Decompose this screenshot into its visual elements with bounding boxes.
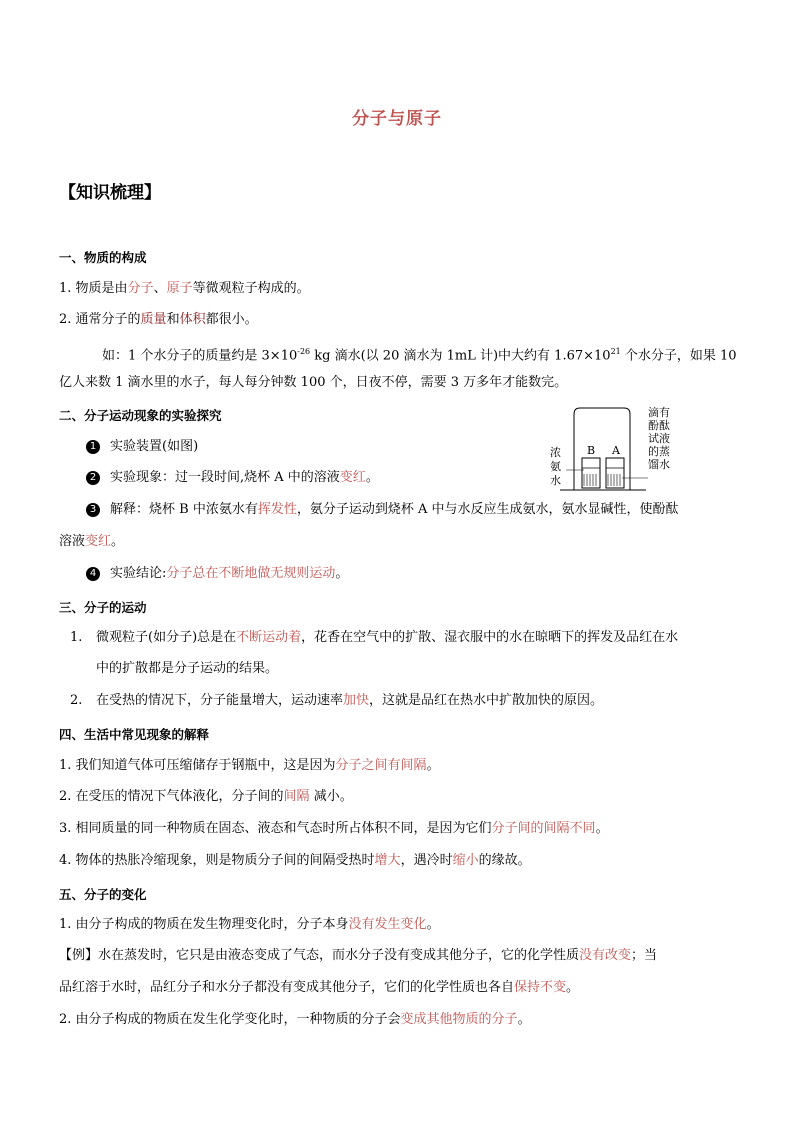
s1-line-1: 1. 物质是由分子、原子等微观粒子构成的。 xyxy=(59,281,310,296)
rightLbl-line: 试液 xyxy=(648,432,670,445)
s5-example-line2: 品红溶于水时，品红分子和水分子都没有变成其他分子，它们的化学性质也各自保持不变。 xyxy=(59,980,580,995)
left-label xyxy=(550,445,561,487)
s1-line-2: 2. 通常分子的质量和体积都很小。 xyxy=(59,312,258,327)
rightLbl-line: 酚酞 xyxy=(648,419,670,432)
s5-line-1: 1. 由分子构成的物质在发生物理变化时，分子本身没有发生变化。 xyxy=(59,917,440,932)
experiment-diagram xyxy=(546,404,676,496)
leftLbl-char: 氨 xyxy=(550,460,561,473)
label-a: A xyxy=(612,444,620,457)
s4-line-4: 4. 物体的热胀冷缩现象，则是物质分子间的间隔受热时增大，遇冷时缩小的缘故。 xyxy=(59,853,531,868)
rightLbl-line: 的蒸 xyxy=(648,445,670,458)
circle-number-icon: 1 xyxy=(86,440,100,454)
s1-example-line2: 亿人来数 1 滴水里的水子，每人每分钟数 100 个，日夜不停，需要 3 万多年才能数完。 xyxy=(59,375,568,390)
beaker-a xyxy=(606,458,624,488)
s1-example: 如：1 个水分子的质量约是 $3\times 10^{-26}$ kg 滴水(以 20 滴水为 1mL 计)中大约有 $1.67\times 10^{21}$ 个水分子，如果 10 xyxy=(102,347,737,364)
circle-number-icon: 4 xyxy=(86,567,100,581)
leftLbl-char: 浓 xyxy=(550,446,561,459)
s2-item-2: 2 实验现象：过一段时间,烧杯 A 中的溶液变红。 xyxy=(86,470,379,486)
beaker-b xyxy=(582,458,600,488)
s3-line-1b: 中的扩散都是分子运动的结果。 xyxy=(96,661,279,676)
s3-line-2: 2. 在受热的情况下，分子能量增大，运动速率加快，这就是品红在热水中扩散加快的原因。 xyxy=(70,693,604,708)
s1-heading: 一、物质的构成 xyxy=(59,250,147,265)
s3-line-1: 1. 微观粒子(如分子)总是在不断运动着，花香在空气中的扩散、湿衣服中的水在晾晒下的挥发及品红在水 xyxy=(70,630,679,645)
circle-number-icon: 3 xyxy=(86,503,100,517)
s2-heading: 二、分子运动现象的实验探究 xyxy=(59,408,222,423)
s4-line-3: 3. 相同质量的同一种物质在固态、液态和气态时所占体积不同，是因为它们分子间的间隔不同。 xyxy=(59,821,609,836)
label-b: B xyxy=(587,444,596,457)
s2-item-3: 3 解释：烧杯 B 中浓氨水有挥发性，氨分子运动到烧杯 A 中与水反应生成氨水，氨水显碱性，使酚酞 xyxy=(86,502,679,518)
s2-item-3-line2: 溶液变红。 xyxy=(59,534,125,549)
s3-heading: 三、分子的运动 xyxy=(59,600,147,615)
s2-item-4: 4 实验结论:分子总在不断地做无规则运动。 xyxy=(86,566,348,582)
leftLbl-char: 水 xyxy=(550,474,561,487)
s2-item-1: 1 实验装置(如图) xyxy=(86,439,198,455)
s4-heading: 四、生活中常见现象的解释 xyxy=(59,727,210,742)
s5-heading: 五、分子的变化 xyxy=(59,887,147,902)
rightLbl-line: 滴有 xyxy=(648,406,670,419)
right-label xyxy=(648,406,670,471)
rightLbl-line: 馏水 xyxy=(648,458,670,471)
s5-line-2: 2. 由分子构成的物质在发生化学变化时，一种物质的分子会变成其他物质的分子。 xyxy=(59,1012,531,1027)
circle-number-icon: 2 xyxy=(86,471,100,485)
s4-line-2: 2. 在受压的情况下气体液化，分子间的间隔 减小。 xyxy=(59,789,353,804)
section-heading: 【知识梳理】 xyxy=(59,183,161,203)
s4-line-1: 1. 我们知道气体可压缩储存于钢瓶中，这是因为分子之间有间隔。 xyxy=(59,758,440,773)
s5-example: 【例】水在蒸发时，它只是由液态变成了气态，而水分子没有变成其他分子，它的化学性质没有改变；当 xyxy=(59,948,658,963)
page-title: 分子与原子 xyxy=(352,109,442,129)
